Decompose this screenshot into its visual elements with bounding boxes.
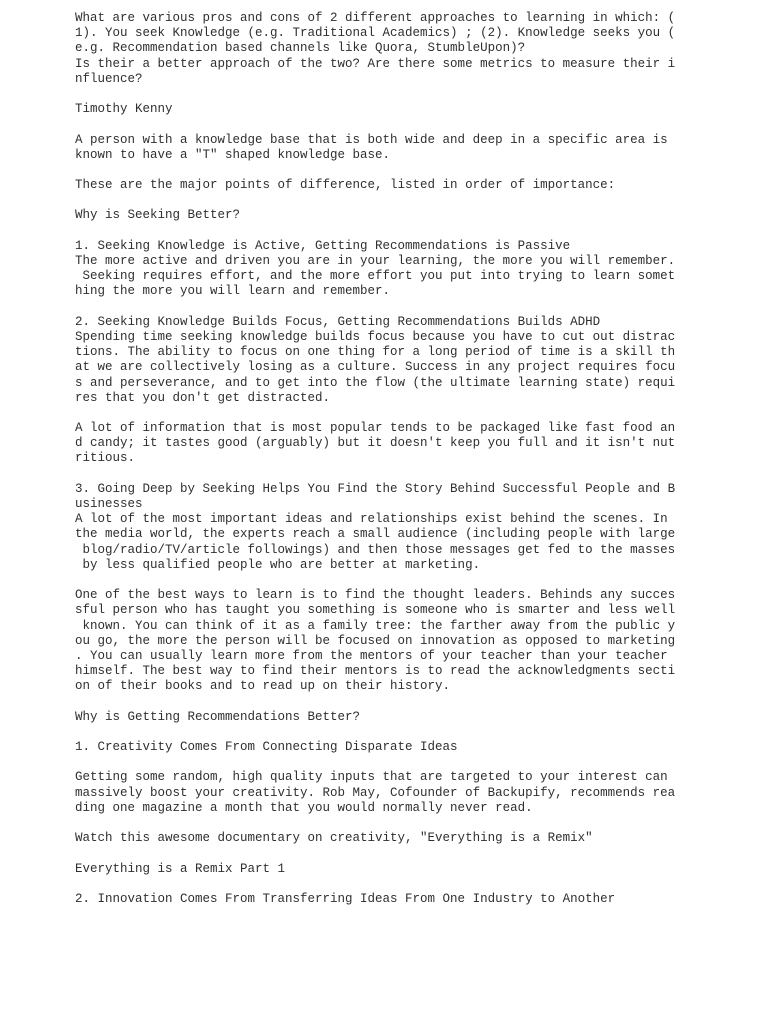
text-line: 2. Innovation Comes From Transferring Ideas From One Industry to Another — [75, 891, 616, 906]
text-line: Getting some random, high quality inputs that are targeted to your interest can — [75, 770, 668, 785]
text-line: A lot of information that is most popular tends to be packaged like fast food an — [75, 421, 676, 436]
text-line: A lot of the most important ideas and relationships exist behind the scenes. In — [75, 512, 668, 527]
text-line: known to have a "T" shaped knowledge base. — [75, 147, 391, 162]
text-line: One of the best ways to learn is to find the thought leaders. Behinds any succes — [75, 588, 676, 603]
text-line: Everything is a Remix Part 1 — [75, 861, 286, 876]
text-line: himself. The best way to find their mentors is to read the acknowledgments secti — [75, 664, 676, 679]
blank-line — [75, 694, 675, 709]
text-line: Watch this awesome documentary on creativity, "Everything is a Remix" — [75, 831, 593, 846]
blank-line — [75, 725, 675, 740]
document-page — [75, 11, 675, 907]
blank-line — [75, 755, 675, 770]
blank-line — [75, 877, 675, 892]
blank-line — [75, 406, 675, 421]
blank-line — [75, 467, 675, 482]
text-line: by less qualified people who are better at marketing. — [75, 557, 481, 572]
text-line: . You can usually learn more from the mentors of your teacher than your teacher — [75, 648, 668, 663]
text-line: at we are collectively losing as a culture. Success in any project requires focu — [75, 360, 676, 375]
text-line: res that you don't get distracted. — [75, 390, 331, 405]
text-line: These are the major points of difference, listed in order of importance: — [75, 178, 616, 193]
text-line: on of their books and to read up on their history. — [75, 679, 451, 694]
text-line: Spending time seeking knowledge builds focus because you have to cut out distrac — [75, 329, 676, 344]
text-line: ou go, the more the person will be focused on innovation as opposed to marketing — [75, 633, 676, 648]
text-line: the media world, the experts reach a small audience (including people with large — [75, 527, 676, 542]
text-line: A person with a knowledge base that is both wide and deep in a specific area is — [75, 132, 668, 147]
text-line: ding one magazine a month that you would normally never read. — [75, 800, 533, 815]
text-line: Is their a better approach of the two? Are there some metrics to measure their i — [75, 56, 676, 71]
text-line: blog/radio/TV/article followings) and then those messages get fed to the masses — [75, 542, 676, 557]
text-line: Why is Seeking Better? — [75, 208, 241, 223]
blank-line — [75, 224, 675, 239]
text-line: s and perseverance, and to get into the flow (the ultimate learning state) requi — [75, 375, 676, 390]
text-line: What are various pros and cons of 2 different approaches to learning in which: ( — [75, 11, 676, 25]
text-line: 1). You seek Knowledge (e.g. Traditional Academics) ; (2). Knowledge seeks you ( — [75, 26, 676, 41]
blank-line — [75, 193, 675, 208]
text-line: Why is Getting Recommendations Better? — [75, 709, 361, 724]
text-line: nfluence? — [75, 71, 143, 86]
blank-line — [75, 163, 675, 178]
text-line: 2. Seeking Knowledge Builds Focus, Getting Recommendations Builds ADHD — [75, 314, 601, 329]
text-line: ritious. — [75, 451, 136, 466]
text-line: sful person who has taught you something is someone who is smarter and less well — [75, 603, 676, 618]
text-line: d candy; it tastes good (arguably) but it doesn't keep you full and it isn't nut — [75, 436, 676, 451]
text-line: known. You can think of it as a family tree: the farther away from the public y — [75, 618, 676, 633]
blank-line — [75, 87, 675, 102]
text-line: 3. Going Deep by Seeking Helps You Find the Story Behind Successful People and B — [75, 481, 676, 496]
blank-line — [75, 573, 675, 588]
text-line: 1. Seeking Knowledge is Active, Getting Recommendations is Passive — [75, 238, 571, 253]
text-line: e.g. Recommendation based channels like Quora, StumbleUpon)? — [75, 41, 526, 56]
text-line: 1. Creativity Comes From Connecting Disparate Ideas — [75, 740, 458, 754]
text-line: Seeking requires effort, and the more effort you put into trying to learn somet — [75, 269, 676, 284]
text-line: The more active and driven you are in your learning, the more you will remember. — [75, 254, 676, 268]
blank-line — [75, 846, 675, 861]
text-line: massively boost your creativity. Rob May, Cofounder of Backupify, recommends rea — [75, 785, 676, 800]
text-line: usinesses — [75, 497, 143, 511]
text-line: hing the more you will learn and remember. — [75, 284, 391, 299]
blank-line — [75, 300, 675, 315]
text-line: tions. The ability to focus on one thing for a long period of time is a skill th — [75, 345, 676, 360]
blank-line — [75, 117, 675, 132]
blank-line — [75, 816, 675, 831]
text-line: Timothy Kenny — [75, 102, 173, 117]
